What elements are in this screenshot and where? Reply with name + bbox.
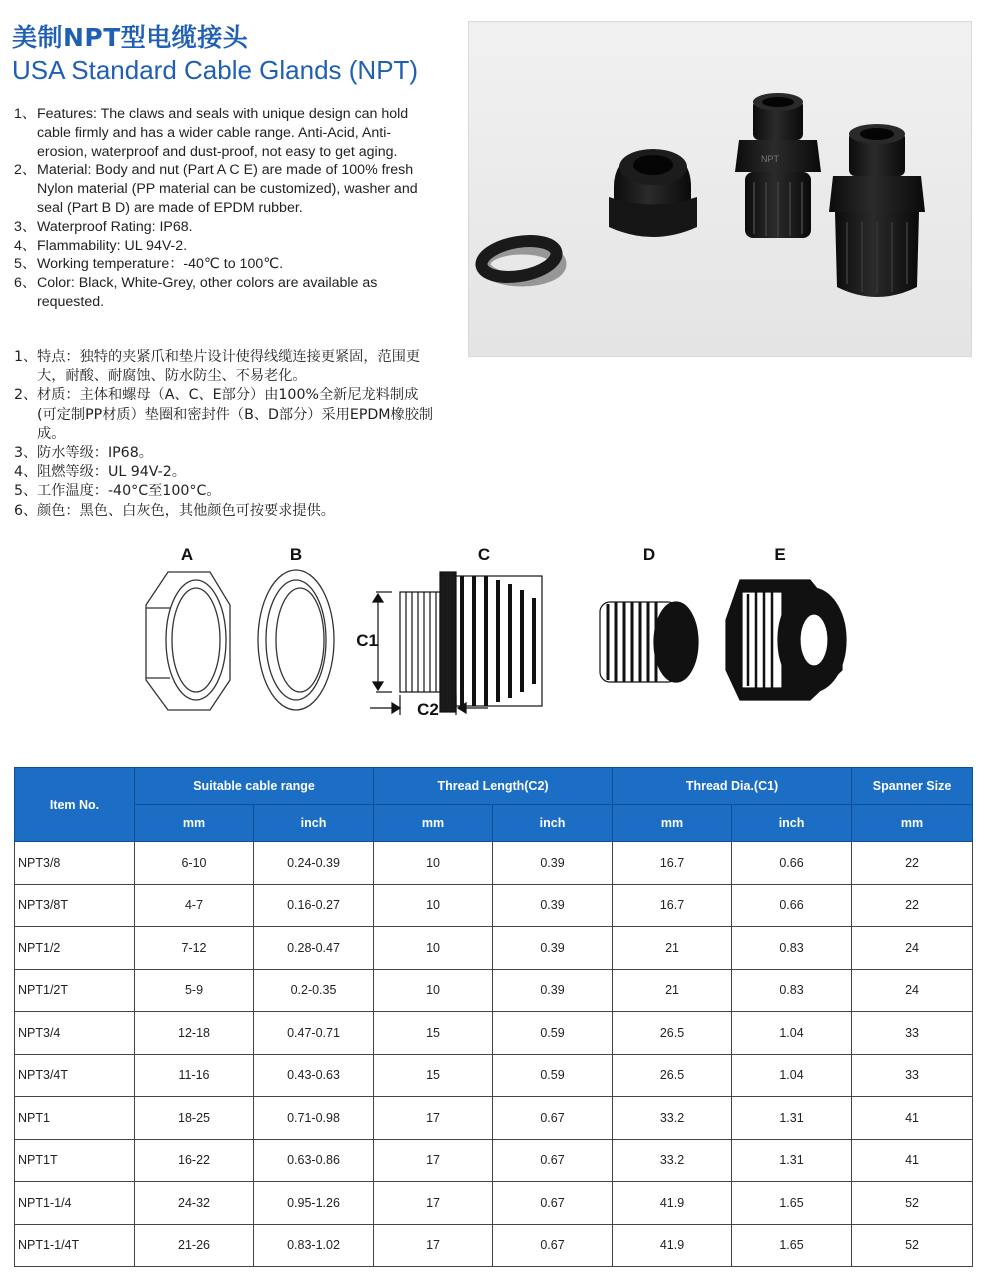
table-cell: 15 (374, 1054, 493, 1097)
table-cell: 41 (852, 1139, 973, 1182)
part-label-a: A (180, 545, 194, 564)
table-cell: 0.24-0.39 (254, 842, 374, 885)
table-cell: 15 (374, 1012, 493, 1055)
table-cell: 6-10 (135, 842, 254, 885)
part-label-e: E (774, 545, 786, 564)
table-cell: 0.67 (493, 1182, 613, 1225)
table-cell: 0.39 (493, 842, 613, 885)
part-label-c: C (477, 545, 491, 564)
table-cell: 21 (613, 969, 732, 1012)
table-cell: 0.59 (493, 1012, 613, 1055)
table-cell: 0.66 (732, 884, 852, 927)
item-no-cell: NPT3/4 (15, 1012, 135, 1055)
table-cell: 1.04 (732, 1054, 852, 1097)
subcol-mm: mm (135, 805, 254, 842)
product-photo-illustration (469, 22, 971, 356)
feature-number: 1、 (14, 349, 38, 365)
feature-number: 6、 (14, 275, 37, 292)
feature-cn-item (14, 348, 434, 386)
feature-cn-item (14, 463, 434, 482)
table-row (15, 1012, 973, 1055)
features-en-list (14, 105, 434, 312)
table-subheader-row (15, 805, 973, 842)
feature-text: Working temperature：-40℃ to 100℃. (37, 256, 284, 273)
subcol-inch: inch (732, 805, 852, 842)
col-thread-length: Thread Length(C2) (374, 768, 613, 805)
feature-number: 4、 (14, 237, 37, 254)
feature-cn-item (14, 502, 434, 521)
table-row (15, 969, 973, 1012)
part-a-nut-drawing (146, 572, 230, 710)
item-no-cell: NPT1-1/4 (15, 1182, 135, 1225)
feature-text: Color: Black, White-Grey, other colors are available as requested. (37, 275, 378, 310)
table-cell: 17 (374, 1224, 493, 1267)
table-cell: 0.67 (493, 1224, 613, 1267)
table-cell: 17 (374, 1139, 493, 1182)
col-thread-dia: Thread Dia.(C1) (613, 768, 852, 805)
feature-text: 颜色：黑色、白灰色，其他颜色可按要求提供。 (37, 502, 335, 519)
table-cell: 0.63-0.86 (254, 1139, 374, 1182)
table-cell: 21-26 (135, 1224, 254, 1267)
table-cell: 33.2 (613, 1097, 732, 1140)
item-no-cell: NPT1/2T (15, 969, 135, 1012)
table-cell: 41.9 (613, 1182, 732, 1225)
table-cell: 17 (374, 1097, 493, 1140)
table-row (15, 884, 973, 927)
feature-number: 6、 (14, 502, 38, 519)
part-label-d: D (642, 545, 656, 564)
table-cell: 1.31 (732, 1097, 852, 1140)
table-cell: 0.71-0.98 (254, 1097, 374, 1140)
table-cell: 26.5 (613, 1012, 732, 1055)
feature-text: Material: Body and nut (Part A C E) are made of 100% fresh Nylon material (PP material can be customized), washer and seal (Part B D) are made of EPDM rubber. (37, 162, 418, 216)
table-cell: 21 (613, 927, 732, 970)
table-cell: 1.65 (732, 1224, 852, 1267)
feature-en-item (14, 161, 434, 217)
col-spanner-size: Spanner Size (852, 768, 973, 805)
table-cell: 0.67 (493, 1139, 613, 1182)
table-cell: 17 (374, 1182, 493, 1225)
table-cell: 16.7 (613, 842, 732, 885)
table-cell: 18-25 (135, 1097, 254, 1140)
table-cell: 0.83 (732, 969, 852, 1012)
table-row (15, 1182, 973, 1225)
item-no-cell: NPT1-1/4T (15, 1224, 135, 1267)
table-cell: 33 (852, 1054, 973, 1097)
feature-en-item (14, 274, 434, 312)
table-cell: 41.9 (613, 1224, 732, 1267)
item-no-cell: NPT1/2 (15, 927, 135, 970)
col-item-no: Item No. (15, 768, 135, 842)
table-cell: 0.16-0.27 (254, 884, 374, 927)
item-no-cell: NPT3/8T (15, 884, 135, 927)
table-cell: 0.67 (493, 1097, 613, 1140)
table-cell: 0.39 (493, 884, 613, 927)
table-cell: 7-12 (135, 927, 254, 970)
features-cn-list (14, 348, 434, 521)
table-cell: 10 (374, 969, 493, 1012)
table-cell: 0.66 (732, 842, 852, 885)
table-cell: 16.7 (613, 884, 732, 927)
item-no-cell: NPT3/8 (15, 842, 135, 885)
photo-npt-marking: NPT (761, 154, 779, 164)
table-cell: 4-7 (135, 884, 254, 927)
table-cell: 0.39 (493, 927, 613, 970)
feature-text: 材质：主体和螺母（A、C、E部分）由100%全新尼龙料制成(可定制PP材质）垫圈和密封件（B、D部分）采用EPDM橡胶制成。 (37, 387, 434, 442)
feature-cn-item (14, 482, 434, 501)
feature-text: 阻燃等级：UL 94V-2。 (37, 464, 186, 481)
item-no-cell: NPT1T (15, 1139, 135, 1182)
feature-number: 3、 (14, 445, 38, 462)
subcol-mm: mm (613, 805, 732, 842)
table-cell: 11-16 (135, 1054, 254, 1097)
table-cell: 0.39 (493, 969, 613, 1012)
feature-en-item (14, 237, 434, 256)
part-d-seal-drawing (600, 602, 698, 682)
item-no-cell: NPT3/4T (15, 1054, 135, 1097)
feature-number: 5、 (14, 483, 38, 500)
table-body (15, 842, 973, 1267)
table-cell: 1.31 (732, 1139, 852, 1182)
table-cell: 5-9 (135, 969, 254, 1012)
table-row (15, 1139, 973, 1182)
table-header-row (15, 768, 973, 805)
feature-text: 防水等级：IP68。 (37, 445, 153, 462)
page-title-cn: 美制NPT型电缆接头 (12, 23, 249, 52)
table-cell: 52 (852, 1224, 973, 1267)
part-c-body-drawing (356, 572, 542, 719)
part-e-capnut-drawing (726, 580, 846, 700)
feature-number: 2、 (14, 387, 38, 404)
table-cell: 0.59 (493, 1054, 613, 1097)
dimension-c1-label: C1 (356, 631, 378, 650)
table-cell: 24 (852, 969, 973, 1012)
table-cell: 12-18 (135, 1012, 254, 1055)
feature-number: 5、 (14, 256, 37, 273)
parts-diagram (130, 540, 870, 730)
feature-number: 3、 (14, 218, 37, 235)
table-cell: 10 (374, 842, 493, 885)
feature-en-item (14, 105, 434, 161)
table-row (15, 1097, 973, 1140)
feature-text: 工作温度：-40°C至100°C。 (37, 483, 221, 500)
table-cell: 16-22 (135, 1139, 254, 1182)
feature-cn-item (14, 386, 434, 444)
dimension-c2-label: C2 (417, 700, 439, 719)
item-no-cell: NPT1 (15, 1097, 135, 1140)
table-cell: 24-32 (135, 1182, 254, 1225)
table-row (15, 842, 973, 885)
table-cell: 26.5 (613, 1054, 732, 1097)
subcol-mm: mm (374, 805, 493, 842)
table-row (15, 1224, 973, 1267)
table-cell: 1.65 (732, 1182, 852, 1225)
subcol-inch: inch (493, 805, 613, 842)
feature-text: Features: The claws and seals with unique design can hold cable firmly and has a wider cable range. Anti-Acid, Anti-erosion, waterproof and dust-proof, not easy to get aging. (37, 106, 409, 160)
product-photo (468, 21, 972, 357)
table-cell: 0.95-1.26 (254, 1182, 374, 1225)
feature-number: 2、 (14, 162, 37, 179)
table-cell: 33.2 (613, 1139, 732, 1182)
feature-text: Waterproof Rating: IP68. (37, 218, 193, 235)
feature-text: Flammability: UL 94V-2. (37, 237, 188, 254)
table-cell: 1.04 (732, 1012, 852, 1055)
table-row (15, 1054, 973, 1097)
table-cell: 0.28-0.47 (254, 927, 374, 970)
subcol-mm: mm (852, 805, 973, 842)
feature-en-item (14, 218, 434, 237)
table-cell: 10 (374, 927, 493, 970)
table-cell: 0.2-0.35 (254, 969, 374, 1012)
table-cell: 41 (852, 1097, 973, 1140)
feature-en-item (14, 255, 434, 274)
table-row (15, 927, 973, 970)
table-cell: 0.43-0.63 (254, 1054, 374, 1097)
table-cell: 22 (852, 842, 973, 885)
table-cell: 0.83-1.02 (254, 1224, 374, 1267)
table-cell: 52 (852, 1182, 973, 1225)
spec-table (14, 767, 973, 1267)
part-label-b: B (289, 545, 303, 564)
col-cable-range: Suitable cable range (135, 768, 374, 805)
table-cell: 33 (852, 1012, 973, 1055)
part-b-washer-drawing (258, 570, 334, 710)
table-cell: 10 (374, 884, 493, 927)
subcol-inch: inch (254, 805, 374, 842)
table-cell: 0.47-0.71 (254, 1012, 374, 1055)
table-cell: 22 (852, 884, 973, 927)
page-title-en: USA Standard Cable Glands (NPT) (12, 55, 419, 85)
table-cell: 24 (852, 927, 973, 970)
feature-number: 1、 (14, 106, 37, 122)
table-cell: 0.83 (732, 927, 852, 970)
feature-text: 特点：独特的夹紧爪和垫片设计使得线缆连接更紧固，范围更大，耐酸、耐腐蚀、防水防尘、不易老化。 (37, 349, 421, 385)
feature-number: 4、 (14, 464, 38, 481)
feature-cn-item (14, 444, 434, 463)
